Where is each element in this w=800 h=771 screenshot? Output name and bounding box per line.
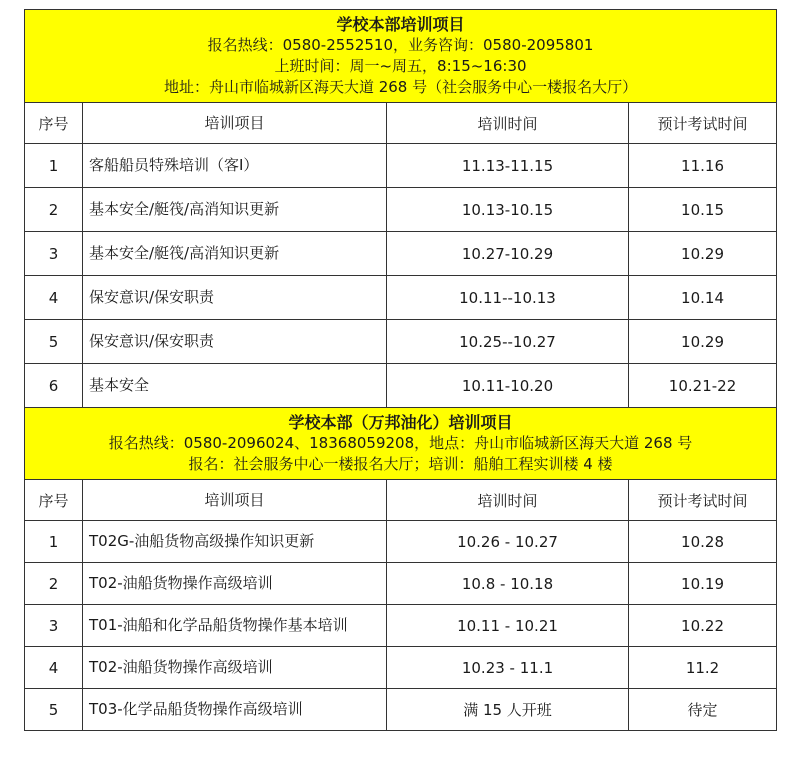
row-name: T01-油船和化学品船货物操作基本培训 — [83, 605, 387, 647]
header-exam: 预计考试时间 — [629, 103, 777, 144]
row-name: 基本安全 — [83, 364, 387, 408]
header-name: 培训项目 — [83, 103, 387, 144]
row-no: 3 — [25, 232, 83, 276]
row-time: 10.23 - 11.1 — [387, 647, 629, 689]
row-name: T02-油船货物操作高级培训 — [83, 563, 387, 605]
row-exam: 10.28 — [629, 521, 777, 563]
row-exam: 10.19 — [629, 563, 777, 605]
table-row — [25, 521, 777, 563]
section1-address: 地址：舟山市临城新区海天大道 268 号（社会服务中心一楼报名大厅） — [163, 78, 638, 96]
row-exam: 10.14 — [629, 276, 777, 320]
header-name: 培训项目 — [83, 480, 387, 521]
row-no: 4 — [25, 647, 83, 689]
row-exam: 10.29 — [629, 320, 777, 364]
table-row — [25, 647, 777, 689]
schedule-table — [24, 9, 777, 731]
header-time: 培训时间 — [387, 103, 629, 144]
row-name: 保安意识/保安职责 — [83, 320, 387, 364]
row-no: 5 — [25, 320, 83, 364]
row-no: 3 — [25, 605, 83, 647]
row-no: 6 — [25, 364, 83, 408]
training-schedule — [24, 9, 776, 731]
header-no: 序号 — [25, 480, 83, 521]
section1-hotline: 报名热线：0580-2552510，业务咨询：0580-2095801 — [207, 36, 594, 54]
row-no: 5 — [25, 689, 83, 731]
section1-banner-row — [25, 10, 777, 103]
row-no: 2 — [25, 188, 83, 232]
section1-header-row — [25, 103, 777, 144]
section2-location: 报名：社会服务中心一楼报名大厅；培训：船舶工程实训楼 4 楼 — [188, 455, 613, 473]
row-time: 10.27-10.29 — [387, 232, 629, 276]
row-time: 10.8 - 10.18 — [387, 563, 629, 605]
row-time: 10.13-10.15 — [387, 188, 629, 232]
row-exam: 10.15 — [629, 188, 777, 232]
table-row — [25, 563, 777, 605]
row-exam: 待定 — [629, 689, 777, 731]
row-no: 1 — [25, 521, 83, 563]
table-row — [25, 689, 777, 731]
row-no: 2 — [25, 563, 83, 605]
section1-title: 学校本部培训项目 — [336, 15, 465, 34]
table-row — [25, 188, 777, 232]
row-time: 10.11-10.20 — [387, 364, 629, 408]
row-name: T02G-油船货物高级操作知识更新 — [83, 521, 387, 563]
section2-hotline: 报名热线：0580-2096024、18368059208，地点：舟山市临城新区海天大道 268 号 — [108, 434, 693, 452]
row-name: 保安意识/保安职责 — [83, 276, 387, 320]
row-name: 基本安全/艇筏/高消知识更新 — [83, 232, 387, 276]
row-name: T03-化学品船货物操作高级培训 — [83, 689, 387, 731]
row-time: 10.11--10.13 — [387, 276, 629, 320]
table-row — [25, 276, 777, 320]
row-exam: 10.22 — [629, 605, 777, 647]
table-row — [25, 144, 777, 188]
row-no: 4 — [25, 276, 83, 320]
table-row — [25, 232, 777, 276]
section2-banner-row — [25, 408, 777, 480]
row-exam: 11.16 — [629, 144, 777, 188]
row-time: 10.26 - 10.27 — [387, 521, 629, 563]
table-row — [25, 364, 777, 408]
row-exam: 11.2 — [629, 647, 777, 689]
header-exam: 预计考试时间 — [629, 480, 777, 521]
row-time: 10.25--10.27 — [387, 320, 629, 364]
row-time: 11.13-11.15 — [387, 144, 629, 188]
section2-header-row — [25, 480, 777, 521]
section2-banner — [25, 408, 777, 480]
row-name: 基本安全/艇筏/高消知识更新 — [83, 188, 387, 232]
row-exam: 10.21-22 — [629, 364, 777, 408]
row-exam: 10.29 — [629, 232, 777, 276]
row-name: 客船船员特殊培训（客Ⅰ） — [83, 144, 387, 188]
header-no: 序号 — [25, 103, 83, 144]
header-time: 培训时间 — [387, 480, 629, 521]
row-no: 1 — [25, 144, 83, 188]
row-time: 满 15 人开班 — [387, 689, 629, 731]
table-row — [25, 605, 777, 647]
row-time: 10.11 - 10.21 — [387, 605, 629, 647]
table-row — [25, 320, 777, 364]
section2-title: 学校本部（万邦油化）培训项目 — [288, 413, 513, 432]
row-name: T02-油船货物操作高级培训 — [83, 647, 387, 689]
section1-hours: 上班时间：周一~周五，8:15~16:30 — [274, 57, 527, 75]
section1-banner — [25, 10, 777, 103]
